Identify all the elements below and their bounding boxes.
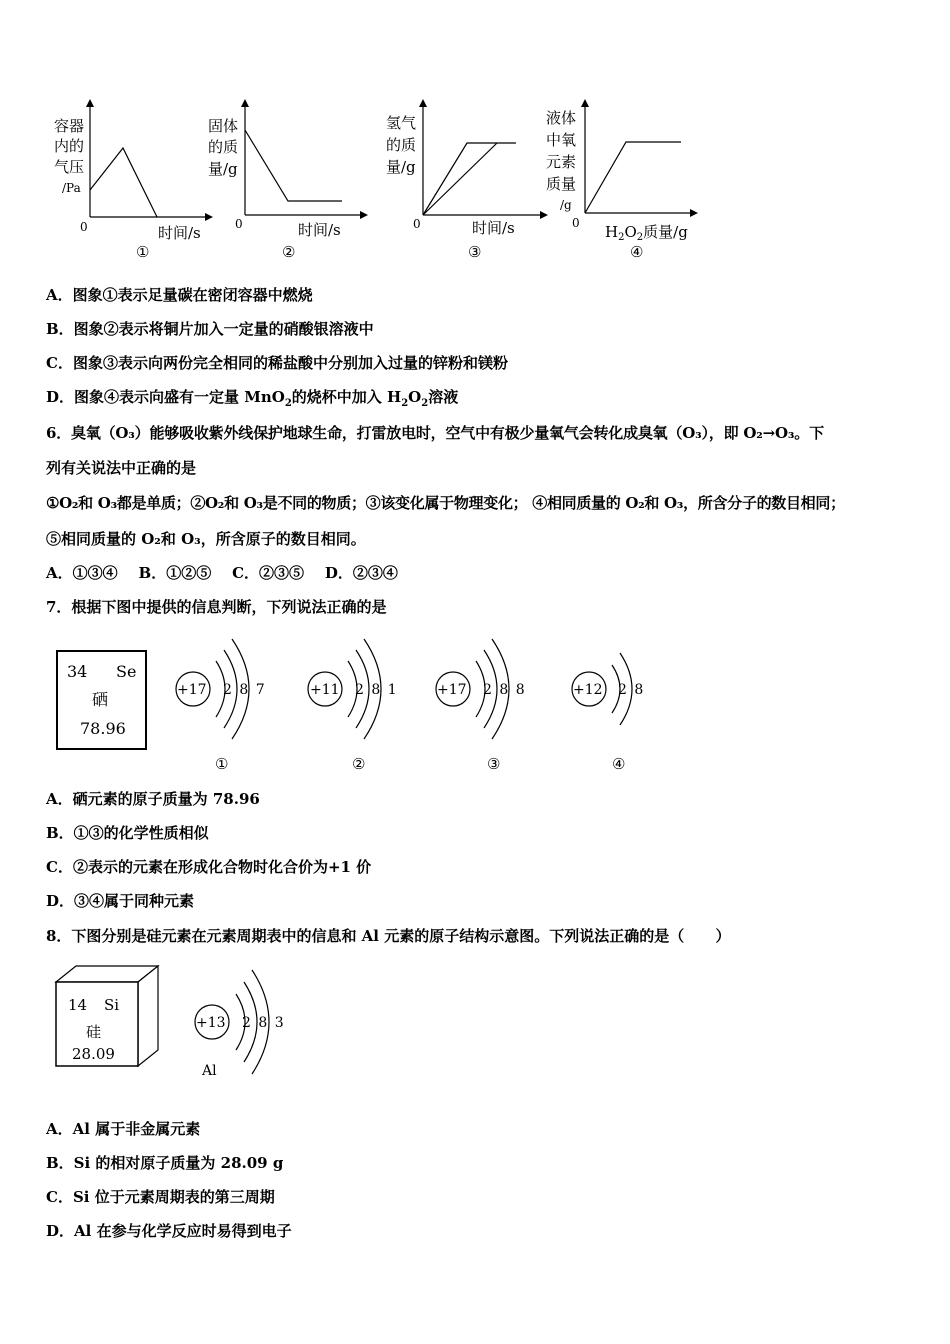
graph-1-xlabel: 时间/s [158, 224, 201, 242]
graph-3-origin: 0 [413, 217, 421, 231]
graph-3-ylabel-2: 的质 [386, 136, 417, 154]
graph-3 [386, 99, 548, 261]
q7-option-a: A．硒元素的原子质量为 78.96 [46, 790, 260, 808]
graph-4-index: ④ [630, 243, 644, 261]
graph-2-origin: 0 [235, 217, 243, 231]
si-element-tile [56, 966, 158, 1066]
graph-4 [546, 99, 698, 261]
graph-2-ylabel-1: 固体 [208, 117, 239, 135]
graph-4-ylabel-2: 中氧 [546, 131, 577, 149]
graph-4-xlabel: $H_2O_2$质量/g [605, 223, 688, 243]
graph-3-xlabel: 时间/s [472, 219, 515, 237]
se-mass: 78.96 [80, 719, 126, 738]
atom-4-index: ④ [612, 755, 626, 773]
si-name: 硅 [86, 1023, 102, 1041]
graph-2-ylabel-2: 的质 [208, 138, 239, 156]
q7-figure [50, 625, 670, 775]
al-atom-diagram [195, 970, 284, 1079]
q6-statements-line-2: ⑤相同质量的 O₂和 O₃，所含原子的数目相同。 [46, 530, 366, 548]
graph-4-ylabel-5: /g [560, 198, 572, 212]
atom-2-index: ② [352, 755, 366, 773]
graph-1-ylabel-4: /Pa [62, 181, 81, 195]
q5-option-c: C．图象③表示向两份完全相同的稀盐酸中分别加入过量的锌粉和镁粉 [46, 354, 508, 372]
graph-1-ylabel-1: 容器 [54, 117, 85, 135]
q8-option-d: D．Al 在参与化学反应时易得到电子 [46, 1222, 292, 1240]
graph-2-xlabel: 时间/s [298, 221, 341, 239]
si-atomic-number: 14 [68, 996, 88, 1014]
graph-1-ylabel-3: 气压 [54, 158, 85, 176]
graph-2 [208, 99, 368, 261]
graph-3-ylabel-1: 氢气 [386, 114, 417, 132]
atom-2-electrons: 2 8 1 [355, 682, 397, 698]
atom-3-index: ③ [487, 755, 501, 773]
graph-4-origin: 0 [572, 216, 580, 230]
si-symbol: Si [104, 996, 120, 1014]
q7-option-c: C．②表示的元素在形成化合物时化合价为+1 价 [46, 858, 372, 876]
atom-diagram-1 [176, 639, 265, 773]
atom-1-nucleus: +17 [177, 682, 207, 698]
graph-4-ylabel-1: 液体 [546, 109, 577, 127]
q6-options: A．①③④ B．①②⑤ C．②③⑤ D．②③④ [46, 564, 398, 582]
atom-diagram-2 [308, 639, 397, 773]
q5-option-a: A．图象①表示足量碳在密闭容器中燃烧 [46, 286, 313, 304]
graph-4-ylabel-4: 质量 [546, 175, 577, 193]
q7-stem: 7．根据下图中提供的信息判断，下列说法正确的是 [46, 598, 387, 616]
si-mass: 28.09 [72, 1045, 115, 1063]
q6-statements-line-1: ①O₂和 O₃都是单质；②O₂和 O₃是不同的物质；③该变化属于物理变化； ④相同质量的 O₂和 O₃，所含分子的数目相同； [46, 494, 845, 512]
atom-3-nucleus: +17 [437, 682, 467, 698]
atom-diagram-3 [436, 639, 525, 773]
al-nucleus: +13 [196, 1015, 226, 1031]
graph-3-curve-fast [423, 143, 516, 215]
atom-4-nucleus: +12 [573, 682, 603, 698]
al-electrons: 2 8 3 [242, 1015, 284, 1031]
graph-1-index: ① [136, 243, 150, 261]
al-label: Al [202, 1063, 217, 1079]
se-atomic-number: 34 [67, 662, 88, 681]
graph-2-ylabel-3: 量/g [208, 160, 238, 178]
graph-3-index: ③ [468, 243, 482, 261]
q6-stem-line-2: 列有关说法中正确的是 [46, 459, 197, 477]
graph-4-curve [585, 142, 681, 213]
q8-stem: 8．下图分别是硅元素在元素周期表中的信息和 Al 元素的原子结构示意图。下列说法正确的是（ ） [46, 927, 731, 945]
q5-option-d: D．图象④表示向盛有一定量 MnO$_2$的烧杯中加入 $H_2O_2$溶液 [46, 388, 459, 409]
q5-option-b: B．图象②表示将铜片加入一定量的硝酸银溶液中 [46, 320, 374, 338]
se-element-tile [57, 651, 146, 749]
atom-1-electrons: 2 8 7 [223, 682, 265, 698]
q5-graphs [40, 95, 920, 270]
atom-4-electrons: 2 8 [618, 682, 644, 698]
q8-option-b: B．Si 的相对原子质量为 28.09 g [46, 1154, 284, 1172]
q8-figure [50, 960, 310, 1085]
se-symbol: Se [116, 662, 137, 681]
atom-1-index: ① [215, 755, 229, 773]
q7-option-b: B．①③的化学性质相似 [46, 824, 209, 842]
graph-1-ylabel-2: 内的 [54, 137, 85, 155]
atom-diagram-4 [572, 653, 643, 773]
q8-option-a: A．Al 属于非金属元素 [46, 1120, 201, 1138]
q6-stem-line-1: 6．臭氧（O₃）能够吸收紫外线保护地球生命，打雷放电时，空气中有极少量氧气会转化成臭氧（O₃），即 O₂→O₃。下 [46, 424, 824, 442]
se-name: 硒 [92, 690, 109, 709]
graph-1-origin: 0 [80, 220, 88, 234]
atom-3-electrons: 2 8 8 [483, 682, 525, 698]
q8-option-c: C．Si 位于元素周期表的第三周期 [46, 1188, 275, 1206]
graph-4-ylabel-3: 元素 [546, 153, 577, 171]
graph-2-index: ② [282, 243, 296, 261]
graph-3-ylabel-3: 量/g [386, 158, 416, 176]
graph-1-curve [90, 148, 157, 217]
atom-2-nucleus: +11 [310, 682, 340, 698]
graph-2-curve [245, 130, 342, 201]
graph-1 [54, 99, 213, 261]
q7-option-d: D．③④属于同种元素 [46, 892, 195, 910]
